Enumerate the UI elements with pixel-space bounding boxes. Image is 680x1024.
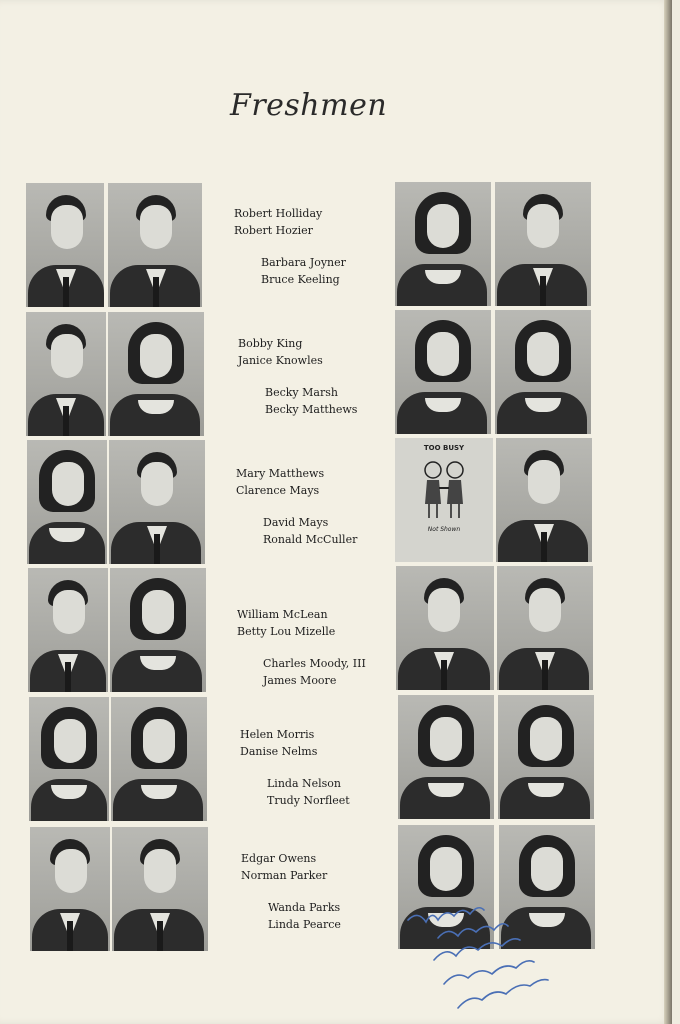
cartoon-figures-icon — [419, 456, 469, 522]
student-name: Robert Hozier — [234, 224, 313, 237]
student-name: Norman Parker — [241, 869, 328, 882]
portrait-betty-lou-mizelle — [110, 568, 206, 692]
student-name: Betty Lou Mizelle — [237, 625, 336, 638]
student-name: David Mays — [263, 516, 329, 529]
names-row-3-b — [263, 514, 357, 548]
portrait-becky-matthews — [495, 310, 591, 434]
portrait-robert-holliday — [26, 183, 104, 307]
student-name: Ronald McCuller — [263, 533, 358, 546]
student-name: Linda Nelson — [267, 777, 342, 790]
portrait-becky-marsh — [395, 310, 491, 434]
portrait-james-moore — [497, 566, 593, 690]
student-name: Wanda Parks — [268, 901, 341, 914]
student-name: Charles Moody, III — [263, 657, 366, 670]
student-name: Janice Knowles — [238, 354, 323, 367]
portrait-helen-morris — [29, 697, 109, 821]
portrait-charles-moody — [396, 566, 494, 690]
portrait-robert-hozier — [108, 183, 202, 307]
book-binding-edge — [664, 0, 672, 1024]
not-shown-placeholder — [395, 438, 493, 562]
names-row-1-a — [234, 205, 322, 239]
student-name: Clarence Mays — [236, 484, 320, 497]
names-row-6-b — [268, 899, 341, 933]
portrait-edgar-owens — [30, 827, 110, 951]
student-name: Helen Morris — [240, 728, 315, 741]
student-name: Linda Pearce — [268, 918, 341, 931]
student-name: James Moore — [263, 674, 337, 687]
portrait-norman-parker — [112, 827, 208, 951]
names-row-4-a — [237, 606, 335, 640]
student-name: Bobby King — [238, 337, 303, 350]
portrait-linda-nelson — [398, 695, 494, 819]
student-name: Bruce Keeling — [261, 273, 340, 286]
names-row-6-a — [241, 850, 327, 884]
student-name: Barbara Joyner — [261, 256, 346, 269]
names-row-4-b — [263, 655, 366, 689]
page-title: Freshmen — [230, 88, 388, 123]
student-name: Trudy Norfleet — [267, 794, 350, 807]
portrait-bruce-keeling — [495, 182, 591, 306]
portrait-janice-knowles — [108, 312, 204, 436]
too-busy-label: TOO BUSY — [423, 444, 465, 452]
student-name: Danise Nelms — [240, 745, 318, 758]
portrait-clarence-mays — [109, 440, 205, 564]
student-name: William McLean — [237, 608, 328, 621]
handwritten-signature — [398, 880, 568, 1020]
student-name: Mary Matthews — [236, 467, 325, 480]
names-row-5-a — [240, 726, 317, 760]
names-row-3-a — [236, 465, 324, 499]
student-name: Becky Matthews — [265, 403, 358, 416]
student-name: Robert Holliday — [234, 207, 323, 220]
names-row-2-b — [265, 384, 357, 418]
names-row-1-b — [261, 254, 346, 288]
student-name: Edgar Owens — [241, 852, 317, 865]
names-row-2-a — [238, 335, 323, 369]
portrait-william-mclean — [28, 568, 108, 692]
names-row-5-b — [267, 775, 350, 809]
portrait-danise-nelms — [111, 697, 207, 821]
portrait-mary-matthews — [27, 440, 107, 564]
student-name: Becky Marsh — [265, 386, 338, 399]
portrait-ronald-mcculler — [496, 438, 592, 562]
portrait-trudy-norfleet — [498, 695, 594, 819]
portrait-barbara-joyner — [395, 182, 491, 306]
portrait-bobby-king — [26, 312, 106, 436]
not-shown-label: Not Shown — [427, 526, 461, 533]
